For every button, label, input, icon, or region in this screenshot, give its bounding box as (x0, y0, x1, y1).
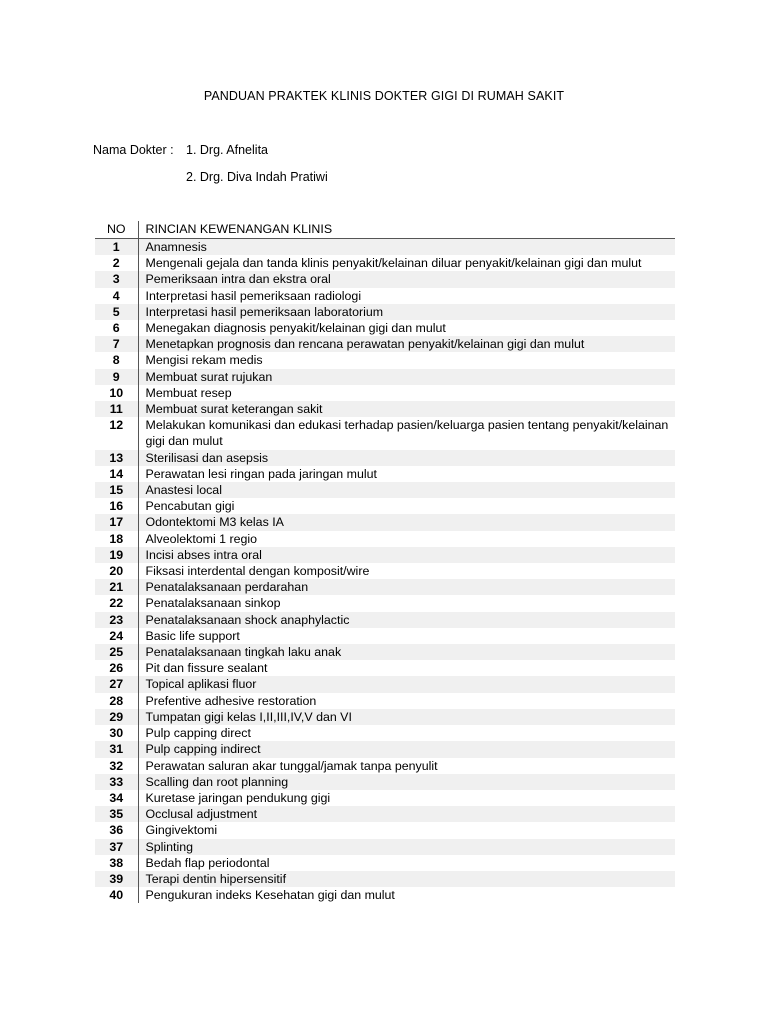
row-number: 32 (109, 758, 124, 773)
row-description: Odontektomi M3 kelas IA (138, 514, 675, 530)
row-number: 38 (109, 855, 124, 870)
table-row (95, 271, 675, 287)
table-row (95, 304, 675, 320)
row-description: Interpretasi hasil pemeriksaan laboratorium (138, 304, 675, 320)
row-description: Penatalaksanaan tingkah laku anak (138, 644, 675, 660)
table-row (95, 871, 675, 887)
row-number: 40 (109, 888, 124, 903)
table-row (95, 790, 675, 806)
row-description: Scalling dan root planning (138, 774, 675, 790)
table-row (95, 498, 675, 514)
table-row (95, 709, 675, 725)
row-number: 6 (112, 321, 120, 336)
row-number: 25 (95, 644, 138, 660)
row-description: Mengenali gejala dan tanda klinis penyakit/kelainan diluar penyakit/kelainan gigi dan mulut (138, 255, 675, 271)
row-description: Incisi abses intra oral (138, 547, 675, 563)
header-description: RINCIAN KEWENANGAN KLINIS (138, 221, 675, 239)
table-row (95, 887, 675, 903)
row-description: Pencabutan gigi (138, 498, 675, 514)
row-description: Melakukan komunikasi dan edukasi terhadap pasien/keluarga pasien tentang penyakit/kelainan gigi dan mulut (138, 417, 675, 449)
table-row (95, 514, 675, 530)
table-row (95, 741, 675, 757)
row-description: Tumpatan gigi kelas I,II,III,IV,V dan VI (138, 709, 675, 725)
table-row (95, 450, 675, 466)
table-row (95, 806, 675, 822)
row-number: 4 (112, 288, 120, 303)
clinical-authority-table (95, 221, 675, 903)
row-description: Pulp capping direct (138, 725, 675, 741)
row-number: 5 (95, 304, 138, 320)
table-row (95, 385, 675, 401)
row-number: 9 (95, 369, 138, 385)
row-number: 28 (109, 693, 124, 708)
row-number: 12 (109, 418, 124, 433)
row-number: 17 (95, 514, 138, 530)
row-description: Gingivektomi (138, 822, 675, 838)
row-number: 10 (109, 385, 124, 400)
table-row (95, 595, 675, 611)
row-description: Occlusal adjustment (138, 806, 675, 822)
table-row (95, 320, 675, 336)
table-row (95, 725, 675, 741)
table-row (95, 466, 675, 482)
row-description: Perawatan lesi ringan pada jaringan mulut (138, 466, 675, 482)
row-description: Pit dan fissure sealant (138, 660, 675, 676)
row-number: 22 (109, 596, 124, 611)
table-row (95, 693, 675, 709)
table-row (95, 612, 675, 628)
row-number: 35 (95, 806, 138, 822)
table-row (95, 822, 675, 838)
row-number: 36 (109, 823, 124, 838)
row-description: Menetapkan prognosis dan rencana perawatan penyakit/kelainan gigi dan mulut (138, 336, 675, 352)
row-number: 29 (95, 709, 138, 725)
row-description: Pengukuran indeks Kesehatan gigi dan mulut (138, 887, 675, 903)
table-row (95, 579, 675, 595)
row-number: 31 (95, 741, 138, 757)
row-number: 2 (112, 256, 120, 271)
row-number: 21 (95, 579, 138, 595)
row-description: Mengisi rekam medis (138, 352, 675, 368)
row-description: Anastesi local (138, 482, 675, 498)
row-description: Terapi dentin hipersensitif (138, 871, 675, 887)
table-row (95, 288, 675, 304)
table-row (95, 482, 675, 498)
row-description: Penatalaksanaan shock anaphylactic (138, 612, 675, 628)
row-number: 11 (95, 401, 138, 417)
table-row (95, 774, 675, 790)
document-title: PANDUAN PRAKTEK KLINIS DOKTER GIGI DI RUMAH SAKIT (203, 89, 565, 103)
row-description: Menegakan diagnosis penyakit/kelainan gigi dan mulut (138, 320, 675, 336)
row-description: Alveolektomi 1 regio (138, 531, 675, 547)
row-number: 33 (95, 774, 138, 790)
row-description: Bedah flap periodontal (138, 855, 675, 871)
table-row (95, 401, 675, 417)
row-number: 19 (95, 547, 138, 563)
table-body (95, 239, 675, 904)
doctor-name-label: Nama Dokter : (93, 143, 174, 157)
table-row (95, 839, 675, 855)
row-description: Kuretase jaringan pendukung gigi (138, 790, 675, 806)
row-description: Perawatan saluran akar tunggal/jamak tanpa penyulit (138, 758, 675, 774)
row-number: 8 (112, 353, 120, 368)
table-row (95, 239, 675, 256)
row-description: Prefentive adhesive restoration (138, 693, 675, 709)
table-row (95, 855, 675, 871)
row-number: 20 (109, 564, 124, 579)
table-header-row (95, 221, 675, 239)
doctor-name-1: 1. Drg. Afnelita (186, 143, 268, 157)
row-description: Splinting (138, 839, 675, 855)
row-description: Pulp capping indirect (138, 741, 675, 757)
table-row (95, 531, 675, 547)
row-number: 3 (95, 271, 138, 287)
row-description: Penatalaksanaan perdarahan (138, 579, 675, 595)
row-number: 37 (95, 839, 138, 855)
row-description: Sterilisasi dan asepsis (138, 450, 675, 466)
table-row (95, 255, 675, 271)
row-number: 1 (95, 239, 138, 256)
row-number: 39 (95, 871, 138, 887)
table-row (95, 676, 675, 692)
table-row (95, 644, 675, 660)
doctor-name-2: 2. Drg. Diva Indah Pratiwi (186, 170, 328, 184)
table-row (95, 547, 675, 563)
row-number: 30 (109, 726, 124, 741)
row-description: Penatalaksanaan sinkop (138, 595, 675, 611)
table-row (95, 369, 675, 385)
row-number: 18 (109, 531, 124, 546)
row-number: 16 (109, 499, 124, 514)
row-description: Anamnesis (138, 239, 675, 256)
row-description: Pemeriksaan intra dan ekstra oral (138, 271, 675, 287)
row-description: Interpretasi hasil pemeriksaan radiologi (138, 288, 675, 304)
row-number: 13 (95, 450, 138, 466)
row-number: 27 (95, 676, 138, 692)
row-number: 24 (109, 628, 124, 643)
table-row (95, 352, 675, 368)
row-description: Membuat resep (138, 385, 675, 401)
row-number: 26 (109, 661, 124, 676)
row-description: Membuat surat keterangan sakit (138, 401, 675, 417)
table-row (95, 417, 675, 449)
row-number: 23 (95, 612, 138, 628)
table-row (95, 563, 675, 579)
row-number: 14 (109, 466, 124, 481)
table-row (95, 336, 675, 352)
row-description: Fiksasi interdental dengan komposit/wire (138, 563, 675, 579)
row-number: 15 (95, 482, 138, 498)
row-description: Membuat surat rujukan (138, 369, 675, 385)
header-no: NO (95, 221, 138, 239)
table-row (95, 660, 675, 676)
row-number: 7 (95, 336, 138, 352)
row-description: Basic life support (138, 628, 675, 644)
row-description: Topical aplikasi fluor (138, 676, 675, 692)
table-row (95, 758, 675, 774)
row-number: 34 (109, 790, 124, 805)
table-row (95, 628, 675, 644)
